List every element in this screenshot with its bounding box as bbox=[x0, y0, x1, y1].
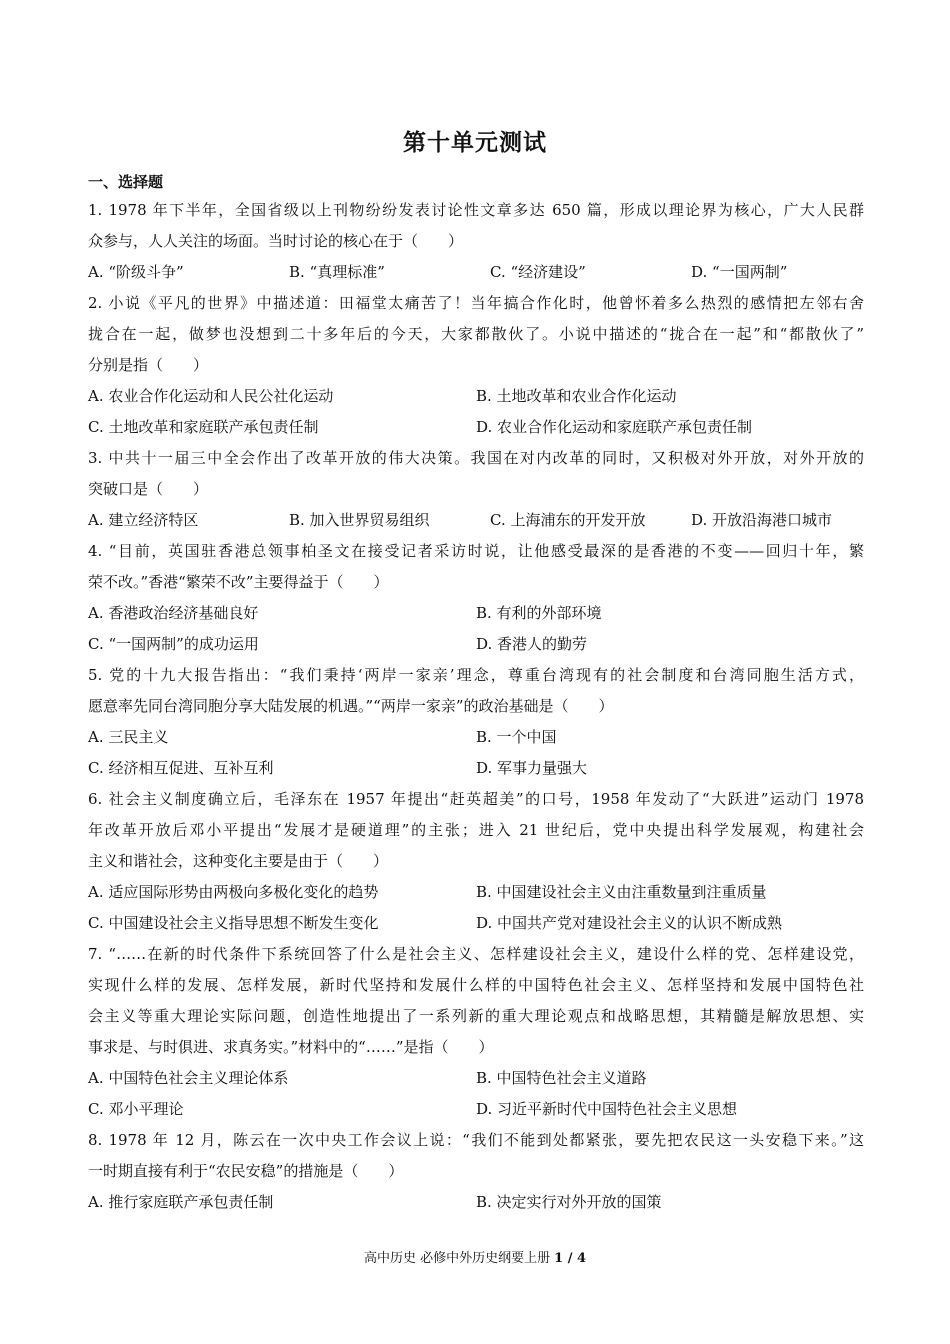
question-stem-line: 6. 社会主义制度确立后，毛泽东在 1957 年提出“赶英超美”的口号，1958 年发动了“大跃进”运动门 1978 bbox=[88, 790, 864, 808]
option-a[interactable]: A. 建立经济特区 bbox=[88, 511, 199, 529]
question-list bbox=[88, 195, 864, 1218]
page-number: 1 / 4 bbox=[554, 1251, 587, 1266]
question-stem-line: 分别是指（ ） bbox=[88, 356, 209, 374]
options-row bbox=[88, 753, 864, 784]
section-heading: 一、选择题 bbox=[88, 173, 164, 191]
option-b[interactable]: B. 土地改革和农业合作化运动 bbox=[476, 387, 677, 405]
question-6 bbox=[88, 784, 864, 939]
question-stem-line: 年改革开放后邓小平提出“发展才是硬道理”的主张；进入 21 世纪后，党中央提出科学发展观，构建社会 bbox=[88, 821, 864, 839]
option-c[interactable]: C. 上海浦东的开发开放 bbox=[490, 511, 646, 529]
question-stem-line: 突破口是（ ） bbox=[88, 480, 209, 498]
question-stem-line: 4. “目前，英国驻香港总领事柏圣文在接受记者采访时说，让他感受最深的是香港的不变——回归十年，繁 bbox=[88, 542, 864, 560]
option-c[interactable]: C. 经济相互促进、互补互利 bbox=[88, 759, 274, 777]
question-stem-line: 实现什么样的发展、怎样发展，新时代坚持和发展什么样的中国特色社会主义、怎样坚持和发展中国特色社 bbox=[88, 976, 864, 994]
option-a[interactable]: A. 中国特色社会主义理论体系 bbox=[88, 1069, 289, 1087]
page-footer bbox=[0, 1247, 950, 1266]
option-b[interactable]: B. 决定实行对外开放的国策 bbox=[476, 1193, 662, 1211]
options-row bbox=[88, 1094, 864, 1125]
option-c[interactable]: C. “经济建设” bbox=[490, 263, 586, 281]
question-3 bbox=[88, 443, 864, 536]
question-stem-line: 事求是、与时俱进、求真务实。”材料中的“……”是指（ ） bbox=[88, 1038, 494, 1056]
page-title: 第十单元测试 bbox=[403, 129, 547, 156]
question-stem-line: 一时期直接有利于“农民安稳”的措施是（ ） bbox=[88, 1162, 404, 1180]
option-a[interactable]: A. “阶级斗争” bbox=[88, 263, 184, 281]
option-b[interactable]: B. 中国特色社会主义道路 bbox=[476, 1069, 647, 1087]
option-c[interactable]: C. 土地改革和家庭联产承包责任制 bbox=[88, 418, 319, 436]
option-d[interactable]: D. 习近平新时代中国特色社会主义思想 bbox=[476, 1100, 738, 1118]
options-row bbox=[88, 1187, 864, 1218]
option-b[interactable]: B. “真理标准” bbox=[289, 263, 385, 281]
footer-text: 高中历史 必修中外历史纲要上册 bbox=[363, 1251, 551, 1266]
question-5 bbox=[88, 660, 864, 784]
option-a[interactable]: A. 三民主义 bbox=[88, 728, 169, 746]
question-2 bbox=[88, 288, 864, 443]
options-row bbox=[88, 412, 864, 443]
option-d[interactable]: D. “一国两制” bbox=[691, 263, 788, 281]
question-1 bbox=[88, 195, 864, 288]
options-row bbox=[88, 629, 864, 660]
question-stem-line: 主义和谐社会，这种变化主要是由于（ ） bbox=[88, 852, 389, 870]
question-stem-line: 众参与，人人关注的场面。当时讨论的核心在于（ ） bbox=[88, 232, 464, 250]
option-d[interactable]: D. 开放沿海港口城市 bbox=[691, 511, 833, 529]
option-b[interactable]: B. 加入世界贸易组织 bbox=[289, 511, 430, 529]
option-b[interactable]: B. 有利的外部环境 bbox=[476, 604, 602, 622]
question-stem-line: 会主义等重大理论实际问题，创造性地提出了一系列新的重大理论观点和战略思想，其精髓是解放思想、实 bbox=[88, 1007, 864, 1025]
options-row bbox=[88, 1063, 864, 1094]
question-4 bbox=[88, 536, 864, 660]
question-stem-line: 拢合在一起，做梦也没想到二十多年后的今天，大家都散伙了。小说中描述的“拢合在一起”和“都散伙了” bbox=[88, 325, 864, 343]
option-d[interactable]: D. 中国共产党对建设社会主义的认识不断成熟 bbox=[476, 914, 783, 932]
question-stem-line: 1. 1978 年下半年，全国省级以上刊物纷纷发表讨论性文章多达 650 篇，形成以理论界为核心，广大人民群 bbox=[88, 201, 864, 219]
question-stem-line: 荣不改。”香港“繁荣不改”主要得益于（ ） bbox=[88, 573, 389, 591]
option-c[interactable]: C. “一国两制”的成功运用 bbox=[88, 635, 259, 653]
question-stem-line: 8. 1978 年 12 月，陈云在一次中央工作会议上说：“我们不能到处都紧张，要先把农民这一头安稳下来。”这 bbox=[88, 1131, 864, 1149]
options-row bbox=[88, 257, 864, 288]
question-stem-line: 2. 小说《平凡的世界》中描述道：田福堂太痛苦了！当年搞合作化时，他曾怀着多么热烈的感情把左邻右舍 bbox=[88, 294, 864, 312]
options-row bbox=[88, 598, 864, 629]
option-d[interactable]: D. 农业合作化运动和家庭联产承包责任制 bbox=[476, 418, 753, 436]
question-stem-line: 3. 中共十一届三中全会作出了改革开放的伟大决策。我国在对内改革的同时，又积极对外开放，对外开放的 bbox=[88, 449, 864, 467]
option-c[interactable]: C. 邓小平理论 bbox=[88, 1100, 184, 1118]
option-a[interactable]: A. 推行家庭联产承包责任制 bbox=[88, 1193, 274, 1211]
options-row bbox=[88, 505, 864, 536]
question-8 bbox=[88, 1125, 864, 1218]
option-a[interactable]: A. 香港政治经济基础良好 bbox=[88, 604, 259, 622]
option-b[interactable]: B. 中国建设社会主义由注重数量到注重质量 bbox=[476, 883, 767, 901]
question-stem-line: 5. 党的十九大报告指出：“我们秉持‘两岸一家亲’理念，尊重台湾现有的社会制度和台湾同胞生活方式， bbox=[88, 666, 864, 684]
options-row bbox=[88, 722, 864, 753]
question-stem-line: 愿意率先同台湾同胞分享大陆发展的机遇。”“两岸一家亲”的政治基础是（ ） bbox=[88, 697, 614, 715]
question-7 bbox=[88, 939, 864, 1125]
options-row bbox=[88, 381, 864, 412]
options-row bbox=[88, 877, 864, 908]
option-a[interactable]: A. 农业合作化运动和人民公社化运动 bbox=[88, 387, 334, 405]
question-stem-line: 7. “……在新的时代条件下系统回答了什么是社会主义、怎样建设社会主义，建设什么样的党、怎样建设党， bbox=[88, 945, 864, 963]
option-d[interactable]: D. 香港人的勤劳 bbox=[476, 635, 588, 653]
option-a[interactable]: A. 适应国际形势由两极向多极化变化的趋势 bbox=[88, 883, 379, 901]
option-c[interactable]: C. 中国建设社会主义指导思想不断发生变化 bbox=[88, 914, 379, 932]
options-row bbox=[88, 908, 864, 939]
option-d[interactable]: D. 军事力量强大 bbox=[476, 759, 588, 777]
option-b[interactable]: B. 一个中国 bbox=[476, 728, 557, 746]
